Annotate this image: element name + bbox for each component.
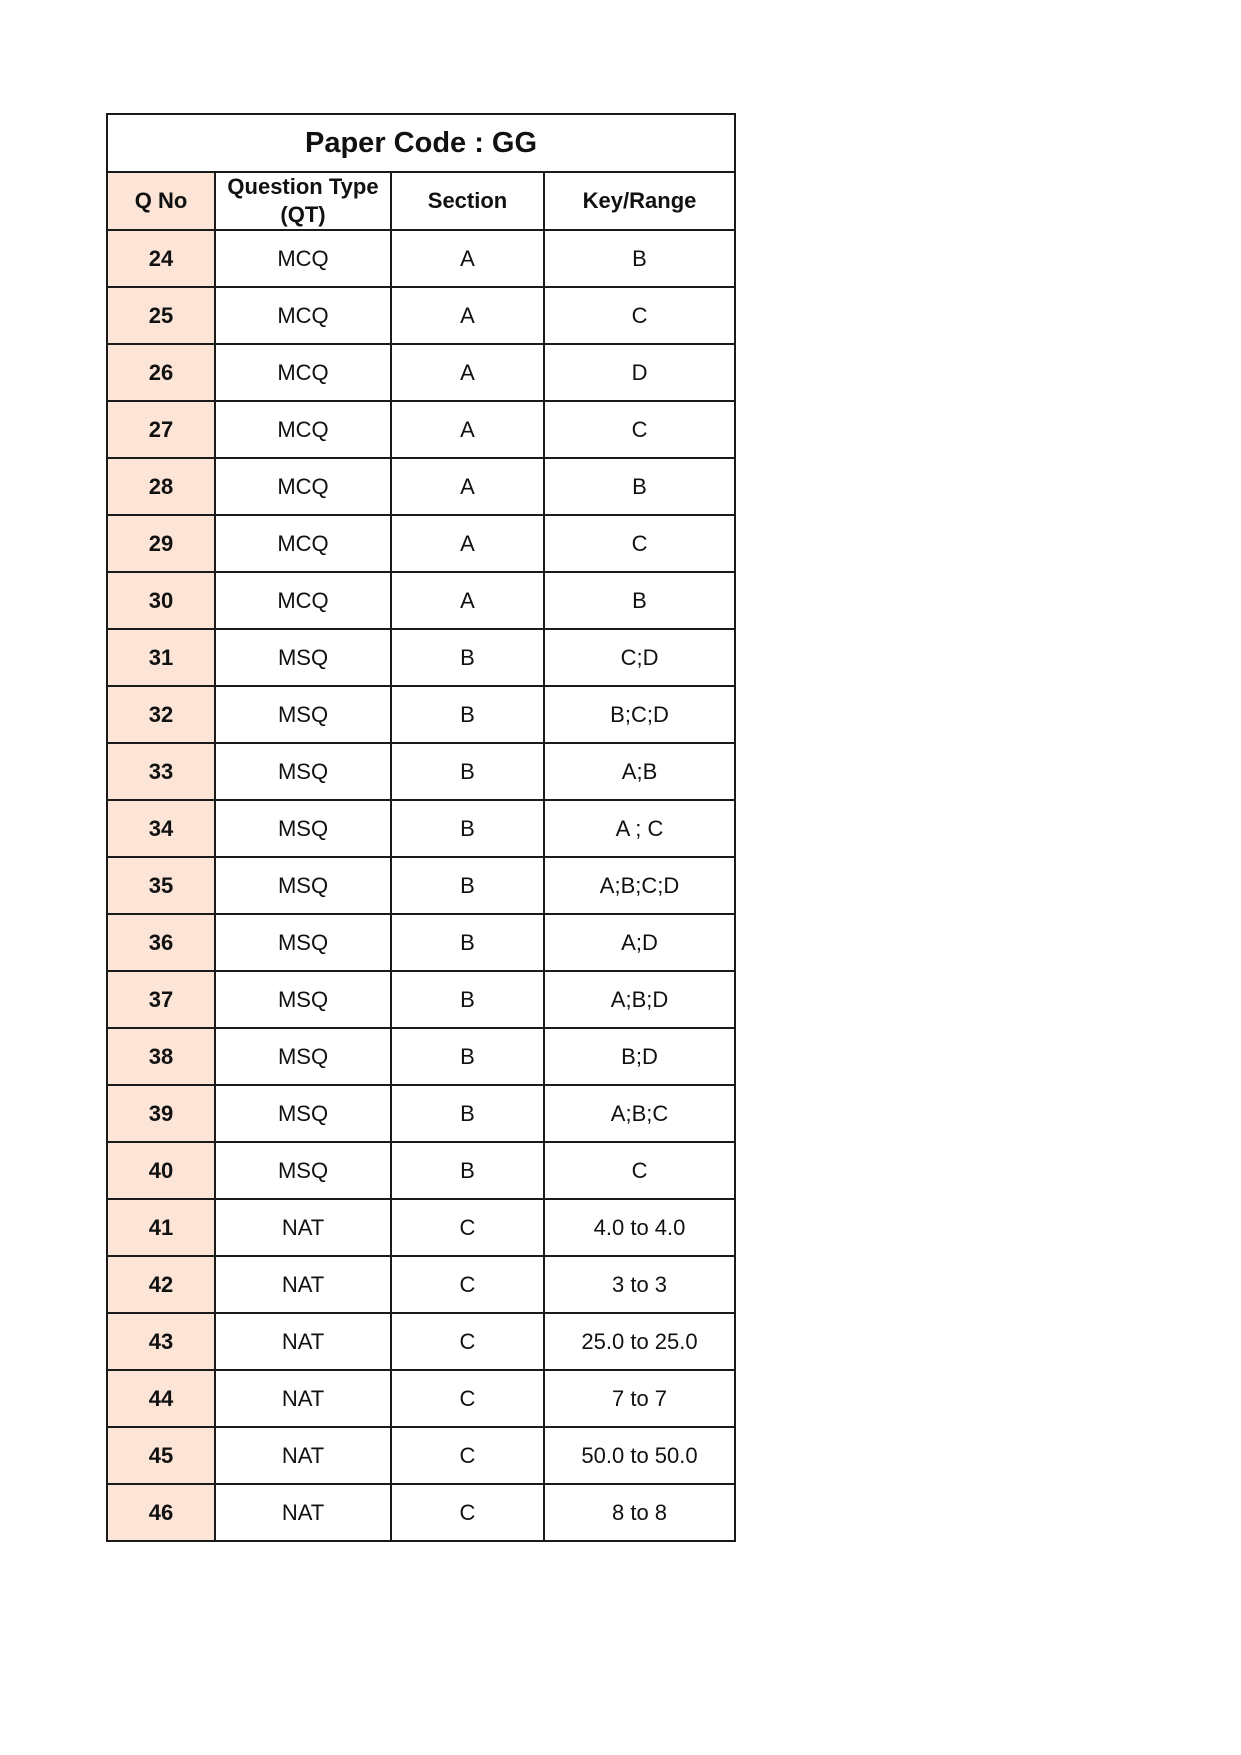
section-cell: B: [391, 1085, 544, 1142]
section-cell: A: [391, 458, 544, 515]
key-range-cell: B: [544, 572, 735, 629]
question-type-cell: MCQ: [215, 230, 391, 287]
qno-cell: 24: [107, 230, 215, 287]
key-range-cell: C;D: [544, 629, 735, 686]
qno-cell: 25: [107, 287, 215, 344]
section-cell: C: [391, 1256, 544, 1313]
section-cell: B: [391, 1142, 544, 1199]
qno-cell: 28: [107, 458, 215, 515]
qno-cell: 36: [107, 914, 215, 971]
header-question-type: Question Type (QT): [215, 172, 391, 230]
key-range-cell: 8 to 8: [544, 1484, 735, 1541]
question-type-cell: NAT: [215, 1313, 391, 1370]
question-type-cell: MCQ: [215, 515, 391, 572]
key-range-cell: A;B;C;D: [544, 857, 735, 914]
table-row: [107, 572, 735, 629]
qno-cell: 26: [107, 344, 215, 401]
key-range-cell: B: [544, 458, 735, 515]
answer-key-table: [106, 113, 736, 1542]
qno-cell: 39: [107, 1085, 215, 1142]
qno-cell: 27: [107, 401, 215, 458]
qno-cell: 33: [107, 743, 215, 800]
question-type-cell: NAT: [215, 1427, 391, 1484]
table-row: [107, 743, 735, 800]
header-qno: Q No: [107, 172, 215, 230]
key-range-cell: B: [544, 230, 735, 287]
key-range-cell: 50.0 to 50.0: [544, 1427, 735, 1484]
key-range-cell: C: [544, 1142, 735, 1199]
qno-cell: 45: [107, 1427, 215, 1484]
qno-cell: 44: [107, 1370, 215, 1427]
qno-cell: 40: [107, 1142, 215, 1199]
key-range-cell: B;C;D: [544, 686, 735, 743]
table-row: [107, 1484, 735, 1541]
question-type-cell: MSQ: [215, 1028, 391, 1085]
key-range-cell: A;B;C: [544, 1085, 735, 1142]
question-type-cell: NAT: [215, 1256, 391, 1313]
qno-cell: 37: [107, 971, 215, 1028]
section-cell: C: [391, 1484, 544, 1541]
section-cell: B: [391, 743, 544, 800]
question-type-cell: MSQ: [215, 971, 391, 1028]
table-row: [107, 1028, 735, 1085]
section-cell: A: [391, 230, 544, 287]
qno-cell: 38: [107, 1028, 215, 1085]
question-type-cell: MCQ: [215, 401, 391, 458]
table-row: [107, 515, 735, 572]
table-row: [107, 686, 735, 743]
table-row: [107, 1256, 735, 1313]
key-range-cell: A;D: [544, 914, 735, 971]
key-range-cell: A;B: [544, 743, 735, 800]
key-range-cell: C: [544, 401, 735, 458]
section-cell: B: [391, 857, 544, 914]
section-cell: A: [391, 515, 544, 572]
qno-cell: 42: [107, 1256, 215, 1313]
key-range-cell: D: [544, 344, 735, 401]
table-row: [107, 1427, 735, 1484]
question-type-cell: NAT: [215, 1370, 391, 1427]
header-row: [107, 172, 735, 230]
qno-cell: 32: [107, 686, 215, 743]
question-type-cell: MCQ: [215, 572, 391, 629]
table-row: [107, 1142, 735, 1199]
question-type-cell: MSQ: [215, 1142, 391, 1199]
key-range-cell: 25.0 to 25.0: [544, 1313, 735, 1370]
question-type-cell: NAT: [215, 1199, 391, 1256]
key-range-cell: 7 to 7: [544, 1370, 735, 1427]
table-row: [107, 1313, 735, 1370]
table-row: [107, 458, 735, 515]
section-cell: B: [391, 629, 544, 686]
table-row: [107, 971, 735, 1028]
section-cell: C: [391, 1313, 544, 1370]
question-type-cell: MSQ: [215, 743, 391, 800]
section-cell: A: [391, 287, 544, 344]
question-type-cell: MCQ: [215, 458, 391, 515]
paper-code-title: Paper Code : GG: [107, 114, 735, 172]
section-cell: B: [391, 800, 544, 857]
section-cell: B: [391, 914, 544, 971]
table-row: [107, 629, 735, 686]
section-cell: A: [391, 344, 544, 401]
question-type-cell: MSQ: [215, 800, 391, 857]
table-row: [107, 1370, 735, 1427]
table-row: [107, 1085, 735, 1142]
table-row: [107, 287, 735, 344]
qno-cell: 35: [107, 857, 215, 914]
key-range-cell: C: [544, 515, 735, 572]
section-cell: B: [391, 971, 544, 1028]
question-type-cell: MSQ: [215, 629, 391, 686]
qno-cell: 30: [107, 572, 215, 629]
section-cell: C: [391, 1427, 544, 1484]
section-cell: B: [391, 1028, 544, 1085]
question-type-cell: MCQ: [215, 344, 391, 401]
table-row: [107, 857, 735, 914]
key-range-cell: C: [544, 287, 735, 344]
qno-cell: 34: [107, 800, 215, 857]
key-range-cell: A;B;D: [544, 971, 735, 1028]
qno-cell: 29: [107, 515, 215, 572]
question-type-cell: MCQ: [215, 287, 391, 344]
qno-cell: 46: [107, 1484, 215, 1541]
question-type-cell: MSQ: [215, 914, 391, 971]
question-type-cell: MSQ: [215, 686, 391, 743]
key-range-cell: A ; C: [544, 800, 735, 857]
question-type-cell: MSQ: [215, 857, 391, 914]
qno-cell: 43: [107, 1313, 215, 1370]
table-row: [107, 1199, 735, 1256]
key-range-cell: 3 to 3: [544, 1256, 735, 1313]
table-row: [107, 401, 735, 458]
table-row: [107, 230, 735, 287]
header-section: Section: [391, 172, 544, 230]
table-row: [107, 344, 735, 401]
section-cell: A: [391, 572, 544, 629]
key-range-cell: B;D: [544, 1028, 735, 1085]
table-row: [107, 914, 735, 971]
header-key-range: Key/Range: [544, 172, 735, 230]
question-type-cell: NAT: [215, 1484, 391, 1541]
title-row: [107, 114, 735, 172]
section-cell: C: [391, 1199, 544, 1256]
question-type-cell: MSQ: [215, 1085, 391, 1142]
qno-cell: 41: [107, 1199, 215, 1256]
section-cell: A: [391, 401, 544, 458]
section-cell: C: [391, 1370, 544, 1427]
key-range-cell: 4.0 to 4.0: [544, 1199, 735, 1256]
table-row: [107, 800, 735, 857]
section-cell: B: [391, 686, 544, 743]
qno-cell: 31: [107, 629, 215, 686]
